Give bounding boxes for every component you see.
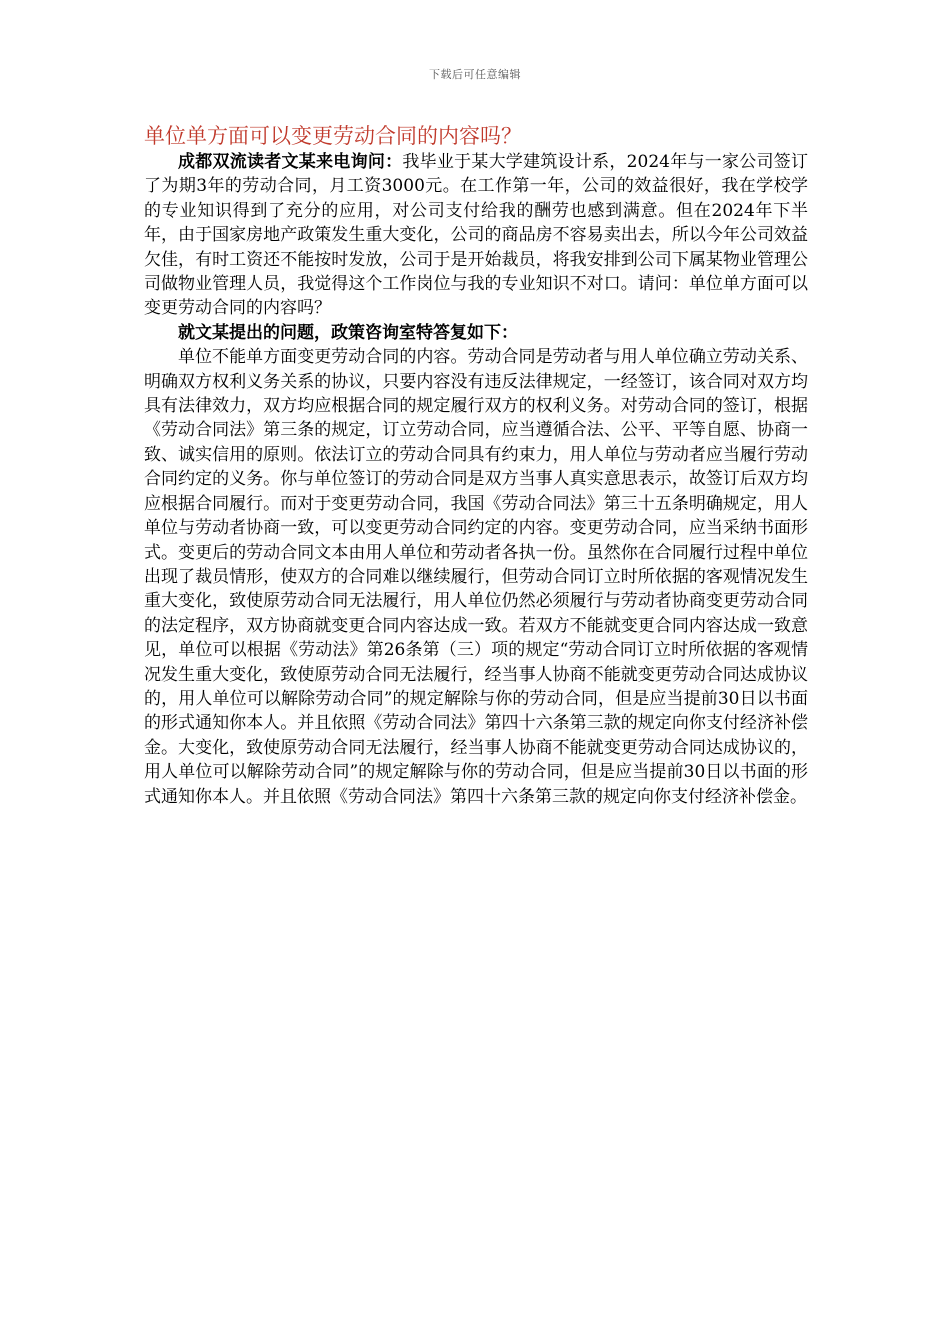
question-text: 我毕业于某大学建筑设计系，2024年与一家公司签订了为期3年的劳动合同，月工资3000元。在工作第一年，公司的效益很好，我在学校学的专业知识得到了充分的应用，对公司支付给我的酬劳也感到满意。但在2024年下半年，由于国家房地产政策发生重大变化，公司的商品房不容易卖出去，所以今年公司效益欠佳，有时工资还不能按时发放，公司于是开始裁员，将我安排到公司下属某物业管理公司做物业管理人员，我觉得这个工作岗位与我的专业知识不对口。请问：单位单方面可以变更劳动合同的内容吗？ [144, 152, 809, 319]
page-header-note: 下载后可任意编辑 [429, 68, 521, 81]
answer-text: 单位不能单方面变更劳动合同的内容。劳动合同是劳动者与用人单位确立劳动关系、明确双方权利义务关系的协议，只要内容没有违反法律规定，一经签订，该合同对双方均具有法律效力，双方均应根据合同的规定履行双方的权利义务。对劳动合同的签订，根据《劳动合同法》第三条的规定，订立劳动合同，应当遵循合法、公平、平等自愿、协商一致、诚实信用的原则。依法订立的劳动合同具有约束力，用人单位与劳动者应当履行劳动合同约定的义务。你与单位签订的劳动合同是双方当事人真实意思表示，故签订后双方均应根据合同履行。而对于变更劳动合同，我国《劳动合同法》第三十五条明确规定，用人单位与劳动者协商一致，可以变更劳动合同约定的内容。变更劳动合同，应当采纳书面形式。变更后的劳动合同文本由用人单位和劳动者各执一份。虽然你在合同履行过程中单位出现了裁员情形，使双方的合同难以继续履行，但劳动合同订立时所依据的客观情况发生重大变化，致使原劳动合同无法履行，用人单位仍然必须履行与劳动者协商变更劳动合同的法定程序，双方协商就变更合同内容达成一致。若双方不能就变更合同内容达成一致意见，单位可以根据《劳动法》第26条第（三）项的规定“劳动合同订立时所依据的客观情况发生重大变化，致使原劳动合同无法履行，经当事人协商不能就变更劳动合同达成协议的，用人单位可以解除劳动合同”的规定解除与你的劳动合同，但是应当提前30日以书面的形式通知你本人。并且依照《劳动合同法》第四十六条第三款的规定向你支付经济补偿金。大变化，致使原劳动合同无法履行，经当事人协商不能就变更劳动合同达成协议的，用人单位可以解除劳动合同”的规定解除与你的劳动合同，但是应当提前30日以书面的形式通知你本人。并且依照《劳动合同法》第四十六条第三款的规定向你支付经济补偿金。 [144, 347, 808, 807]
article [144, 122, 808, 809]
question-paragraph [144, 150, 808, 321]
question-label: 成都双流读者文某来电询问： [178, 152, 403, 172]
article-title: 单位单方面可以变更劳动合同的内容吗？ [144, 124, 522, 148]
answer-label: 就文某提出的问题，政策咨询室特答复如下： [178, 322, 518, 343]
